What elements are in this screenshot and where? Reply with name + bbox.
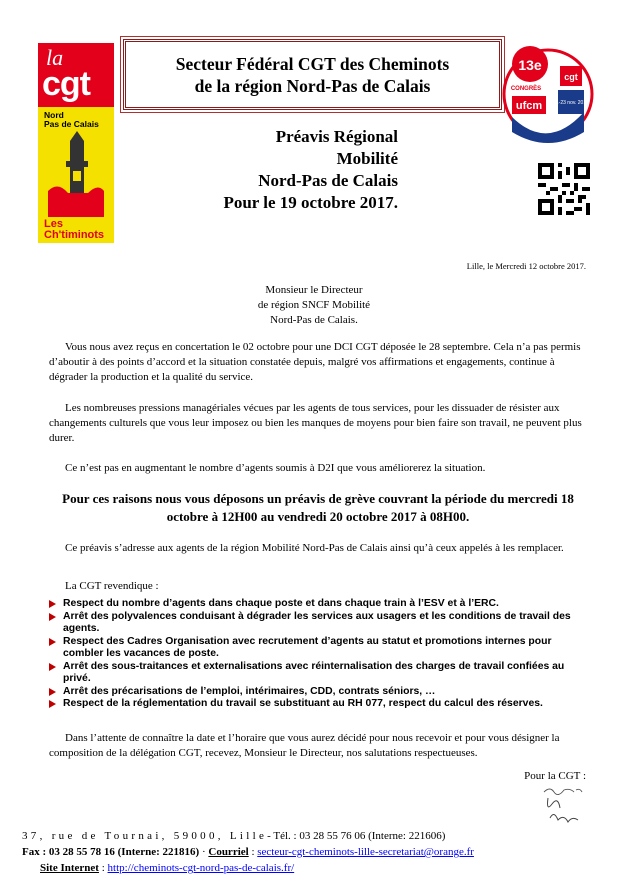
demand-text: Arrêt des polyvalences conduisant à dégrader les services aux usagers et les conditions de travail des agents. (63, 610, 571, 634)
paragraph-2-text: Les nombreuses pressions managériales vécues par les agents de tous services, pour les dissuader de résister aux changements culturels que vous leur imposez ou bien les manques de moyens pour bien faire son travail, ne peuvent plus durer. (49, 402, 582, 444)
congress-word: CONGRÈS (510, 86, 542, 92)
cgt-logo (38, 43, 114, 243)
paragraph-5 (49, 541, 587, 556)
congress-number: 13e (518, 57, 542, 73)
paragraph-1 (49, 340, 587, 385)
footer-site-label: Site Internet (40, 862, 99, 874)
congress-dates: 21-23 nov. 2017 (553, 100, 589, 106)
logo-les: Les (44, 218, 63, 230)
footer (22, 828, 474, 876)
header-title-line1: Secteur Fédéral CGT des Cheminots (175, 53, 450, 74)
demands-list (49, 598, 589, 711)
footer-line1 (22, 828, 474, 844)
notice-line3: Nord-Pas de Calais (258, 171, 398, 190)
demand-text: Respect des Cadres Organisation avec recrutement d’agents au statut et promotions internes pour combler les vacances de poste. (63, 635, 552, 659)
notice-line1: Préavis Régional (275, 127, 398, 146)
paragraph-5-text: Ce préavis s’adresse aux agents de la région Mobilité Nord-Pas de Calais ainsi qu’à ceux appelés à les remplacer. (65, 542, 564, 554)
demand-text: Arrêt des précarisations de l’emploi, intérimaires, CDD, contrats séniors, … (63, 685, 436, 697)
paragraph-1-text: Vous nous avez reçus en concertation le 02 octobre pour une DCI CGT déposée le 28 septembre. Cela n’a pas permis d’aboutir à des points d’accord et la situation constatée depuis, malgré vos affirmations et engagements, continue à dégrader la production et la qualité du service. (49, 341, 581, 383)
paragraph-6-text: La CGT revendique : (65, 580, 159, 592)
arrow-bullet-icon (49, 600, 56, 608)
footer-tel: - Tél. : 03 28 55 76 06 (Interne: 221606) (267, 830, 446, 842)
congress-ufcm: ufcm (515, 100, 543, 112)
paragraph-2 (49, 401, 587, 446)
footer-line3: Site Internet : http://cheminots-cgt-nord-pas-de-calais.fr/ (40, 862, 295, 874)
website-link[interactable]: http://cheminots-cgt-nord-pas-de-calais.fr/ (107, 862, 295, 874)
logo-chtiminots (44, 219, 104, 241)
logo-region-line2: Pas de Calais (44, 119, 99, 129)
congress-logo (502, 42, 594, 146)
list-item (49, 661, 589, 686)
footer-courriel-label: Courriel (208, 846, 249, 858)
arrow-bullet-icon (49, 688, 56, 696)
qr-code-icon (538, 163, 590, 215)
list-item (49, 611, 589, 636)
closing-paragraph (49, 731, 587, 761)
footer-address: 37, rue de Tournai, 59000, Lille (22, 830, 268, 842)
address-line2: de région SNCF Mobilité (257, 299, 371, 311)
footer-line2: Fax : 03 28 55 78 16 (Interne: 221816) · Courriel : secteur-cgt-cheminots-lille-secretariat@orange.fr (22, 846, 474, 858)
list-item (49, 698, 589, 711)
logo-region (44, 111, 99, 129)
arrow-bullet-icon (49, 663, 56, 671)
strike-notice-paragraph: Pour ces raisons nous vous déposons un préavis de grève couvrant la période du mercredi 18 octobre à 12H00 au vendredi 20 octobre 2017 à 08H00. (62, 491, 574, 524)
header-title-line2: de la région Nord-Pas de Calais (194, 75, 431, 96)
arrow-bullet-icon (49, 700, 56, 708)
letter-date: Lille, le Mercredi 12 octobre 2017. (466, 261, 586, 271)
paragraph-3 (49, 461, 587, 476)
handwritten-signature (540, 782, 588, 826)
logo-la: la (46, 45, 64, 70)
notice-line2: Mobilité (336, 149, 398, 168)
congress-cgt: cgt (564, 72, 578, 82)
notice-heading (223, 126, 398, 214)
header-title-box (123, 39, 502, 110)
belfry-icon (48, 131, 104, 217)
signature-label: Pour la CGT : (524, 770, 586, 782)
closing-paragraph-text: Dans l’attente de connaître la date et l’horaire que vous aurez décidé pour nous recevoir et pour vous désigner la composition de la délégation CGT, recevez, Monsieur le Directeur, nos salutations respectueuses. (49, 732, 560, 759)
list-item (49, 686, 589, 699)
notice-line4: Pour le 19 octobre 2017. (223, 193, 398, 212)
logo-region-line1: Nord (44, 110, 64, 120)
list-item (49, 598, 589, 611)
list-item (49, 636, 589, 661)
demand-text: Arrêt des sous-traitances et externalisations avec réinternalisation des charges de travail confiées au privé. (63, 660, 565, 684)
demand-text: Respect du nombre d’agents dans chaque poste et dans chaque train à l’ESV et à l’ERC. (63, 598, 499, 609)
paragraph-3-text: Ce n’est pas en augmentant le nombre d’agents soumis à D2I que vous améliorerez la situation. (65, 462, 486, 474)
demand-text: Respect de la réglementation du travail se substituant au RH 077, respect du calcul des réserves. (63, 698, 543, 709)
arrow-bullet-icon (49, 638, 56, 646)
email-link[interactable]: secteur-cgt-cheminots-lille-secretariat@orange.fr (257, 846, 474, 858)
logo-chtiminots-text: Ch'timinots (44, 229, 105, 241)
address-line1: Monsieur le Directeur (265, 284, 363, 296)
recipient-address (0, 283, 628, 328)
paragraph-6 (49, 579, 587, 594)
footer-fax: Fax : 03 28 55 78 16 (Interne: 221816) (22, 846, 200, 858)
logo-cgt: cgt (42, 65, 90, 103)
address-line3: Nord-Pas de Calais. (270, 314, 358, 326)
arrow-bullet-icon (49, 613, 56, 621)
